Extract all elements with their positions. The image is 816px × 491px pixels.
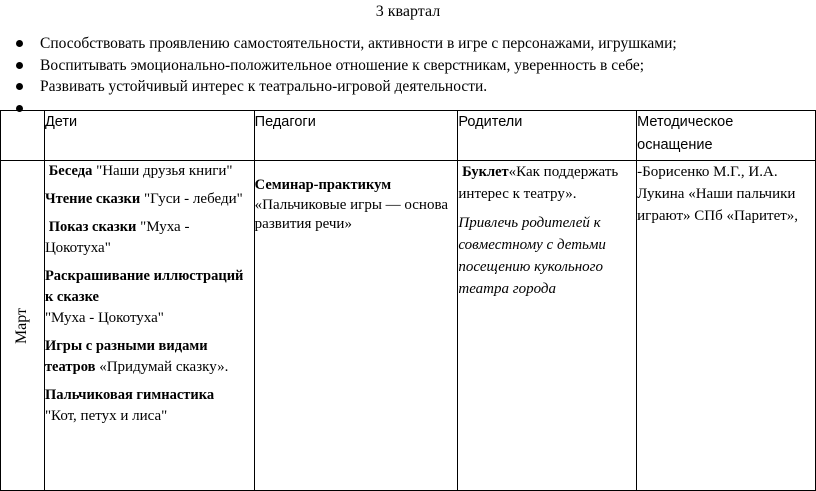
activity-text: «Придумай сказку».	[95, 359, 229, 375]
month-label: Март	[13, 307, 31, 344]
activity-text: "Муха - Цокотуха"	[44, 310, 164, 326]
month-cell	[1, 161, 45, 491]
children-cell	[44, 161, 254, 491]
list-item	[16, 33, 677, 55]
plan-table	[0, 110, 816, 491]
activity-title: Чтение сказки	[44, 191, 141, 207]
activity-item	[45, 189, 254, 210]
activity-title: Показ сказки	[48, 219, 137, 235]
activity-title: Игры с разными видами театров	[44, 338, 208, 375]
header-parents: Родители	[458, 111, 637, 161]
goals-list	[16, 33, 677, 119]
activity-item	[45, 266, 254, 329]
activity-text: "Наши друзья книги"	[92, 163, 233, 179]
parents-text: «Как поддержать интерес к театру».	[458, 164, 619, 202]
list-item	[16, 55, 677, 77]
activity-item	[45, 385, 254, 427]
table-row	[1, 161, 816, 491]
header-teachers: Педагоги	[254, 111, 458, 161]
header-children: Дети	[44, 111, 254, 161]
bullet-icon	[16, 83, 23, 90]
activity-text: "Кот, петух и лиса"	[44, 408, 168, 424]
parents-note: Привлечь родителей к совместному с детьми посещению кукольного театра города	[458, 215, 606, 297]
parents-title: Буклет	[462, 164, 509, 180]
table-header-row	[1, 111, 816, 161]
goal-text: Развивать устойчивый интерес к театрально-игровой деятельности.	[40, 78, 488, 95]
goal-text: Способствовать проявлению самостоятельности, активности в игре с персонажами, игрушками;	[40, 35, 677, 52]
list-item	[16, 76, 677, 98]
teachers-text: «Пальчиковые игры — основа развития речи»	[254, 197, 449, 232]
teachers-title: Семинар-практикум	[254, 177, 392, 193]
header-methods	[637, 111, 816, 161]
activity-item	[45, 336, 254, 378]
header-methods-line: Методическое	[637, 114, 734, 130]
teachers-cell	[254, 161, 458, 491]
activity-item	[45, 217, 254, 259]
methods-cell	[637, 161, 816, 491]
parents-cell	[458, 161, 637, 491]
bullet-icon	[16, 62, 23, 69]
bullet-icon	[16, 40, 23, 47]
goal-text: Воспитывать эмоционально-положительное отношение к сверстникам, уверенность в себе;	[40, 56, 645, 74]
activity-text: "Гуси - лебеди"	[140, 191, 243, 207]
month-header-cell	[1, 111, 45, 161]
activity-title: Беседа	[48, 163, 93, 179]
header-methods-line: оснащение	[637, 137, 713, 153]
activity-title: Пальчиковая гимнастика	[44, 387, 215, 403]
activity-title: Раскрашивание иллюстраций к сказке	[44, 268, 244, 305]
methods-text: -Борисенко М.Г., И.А. Лукина «Наши пальчики играют» СПб «Паритет»,	[637, 164, 799, 224]
page-title: 3 квартал	[375, 3, 441, 20]
activity-item	[45, 161, 254, 182]
parents-booklet	[458, 161, 636, 205]
activity-text: "Муха - Цокотуха"	[44, 219, 190, 256]
